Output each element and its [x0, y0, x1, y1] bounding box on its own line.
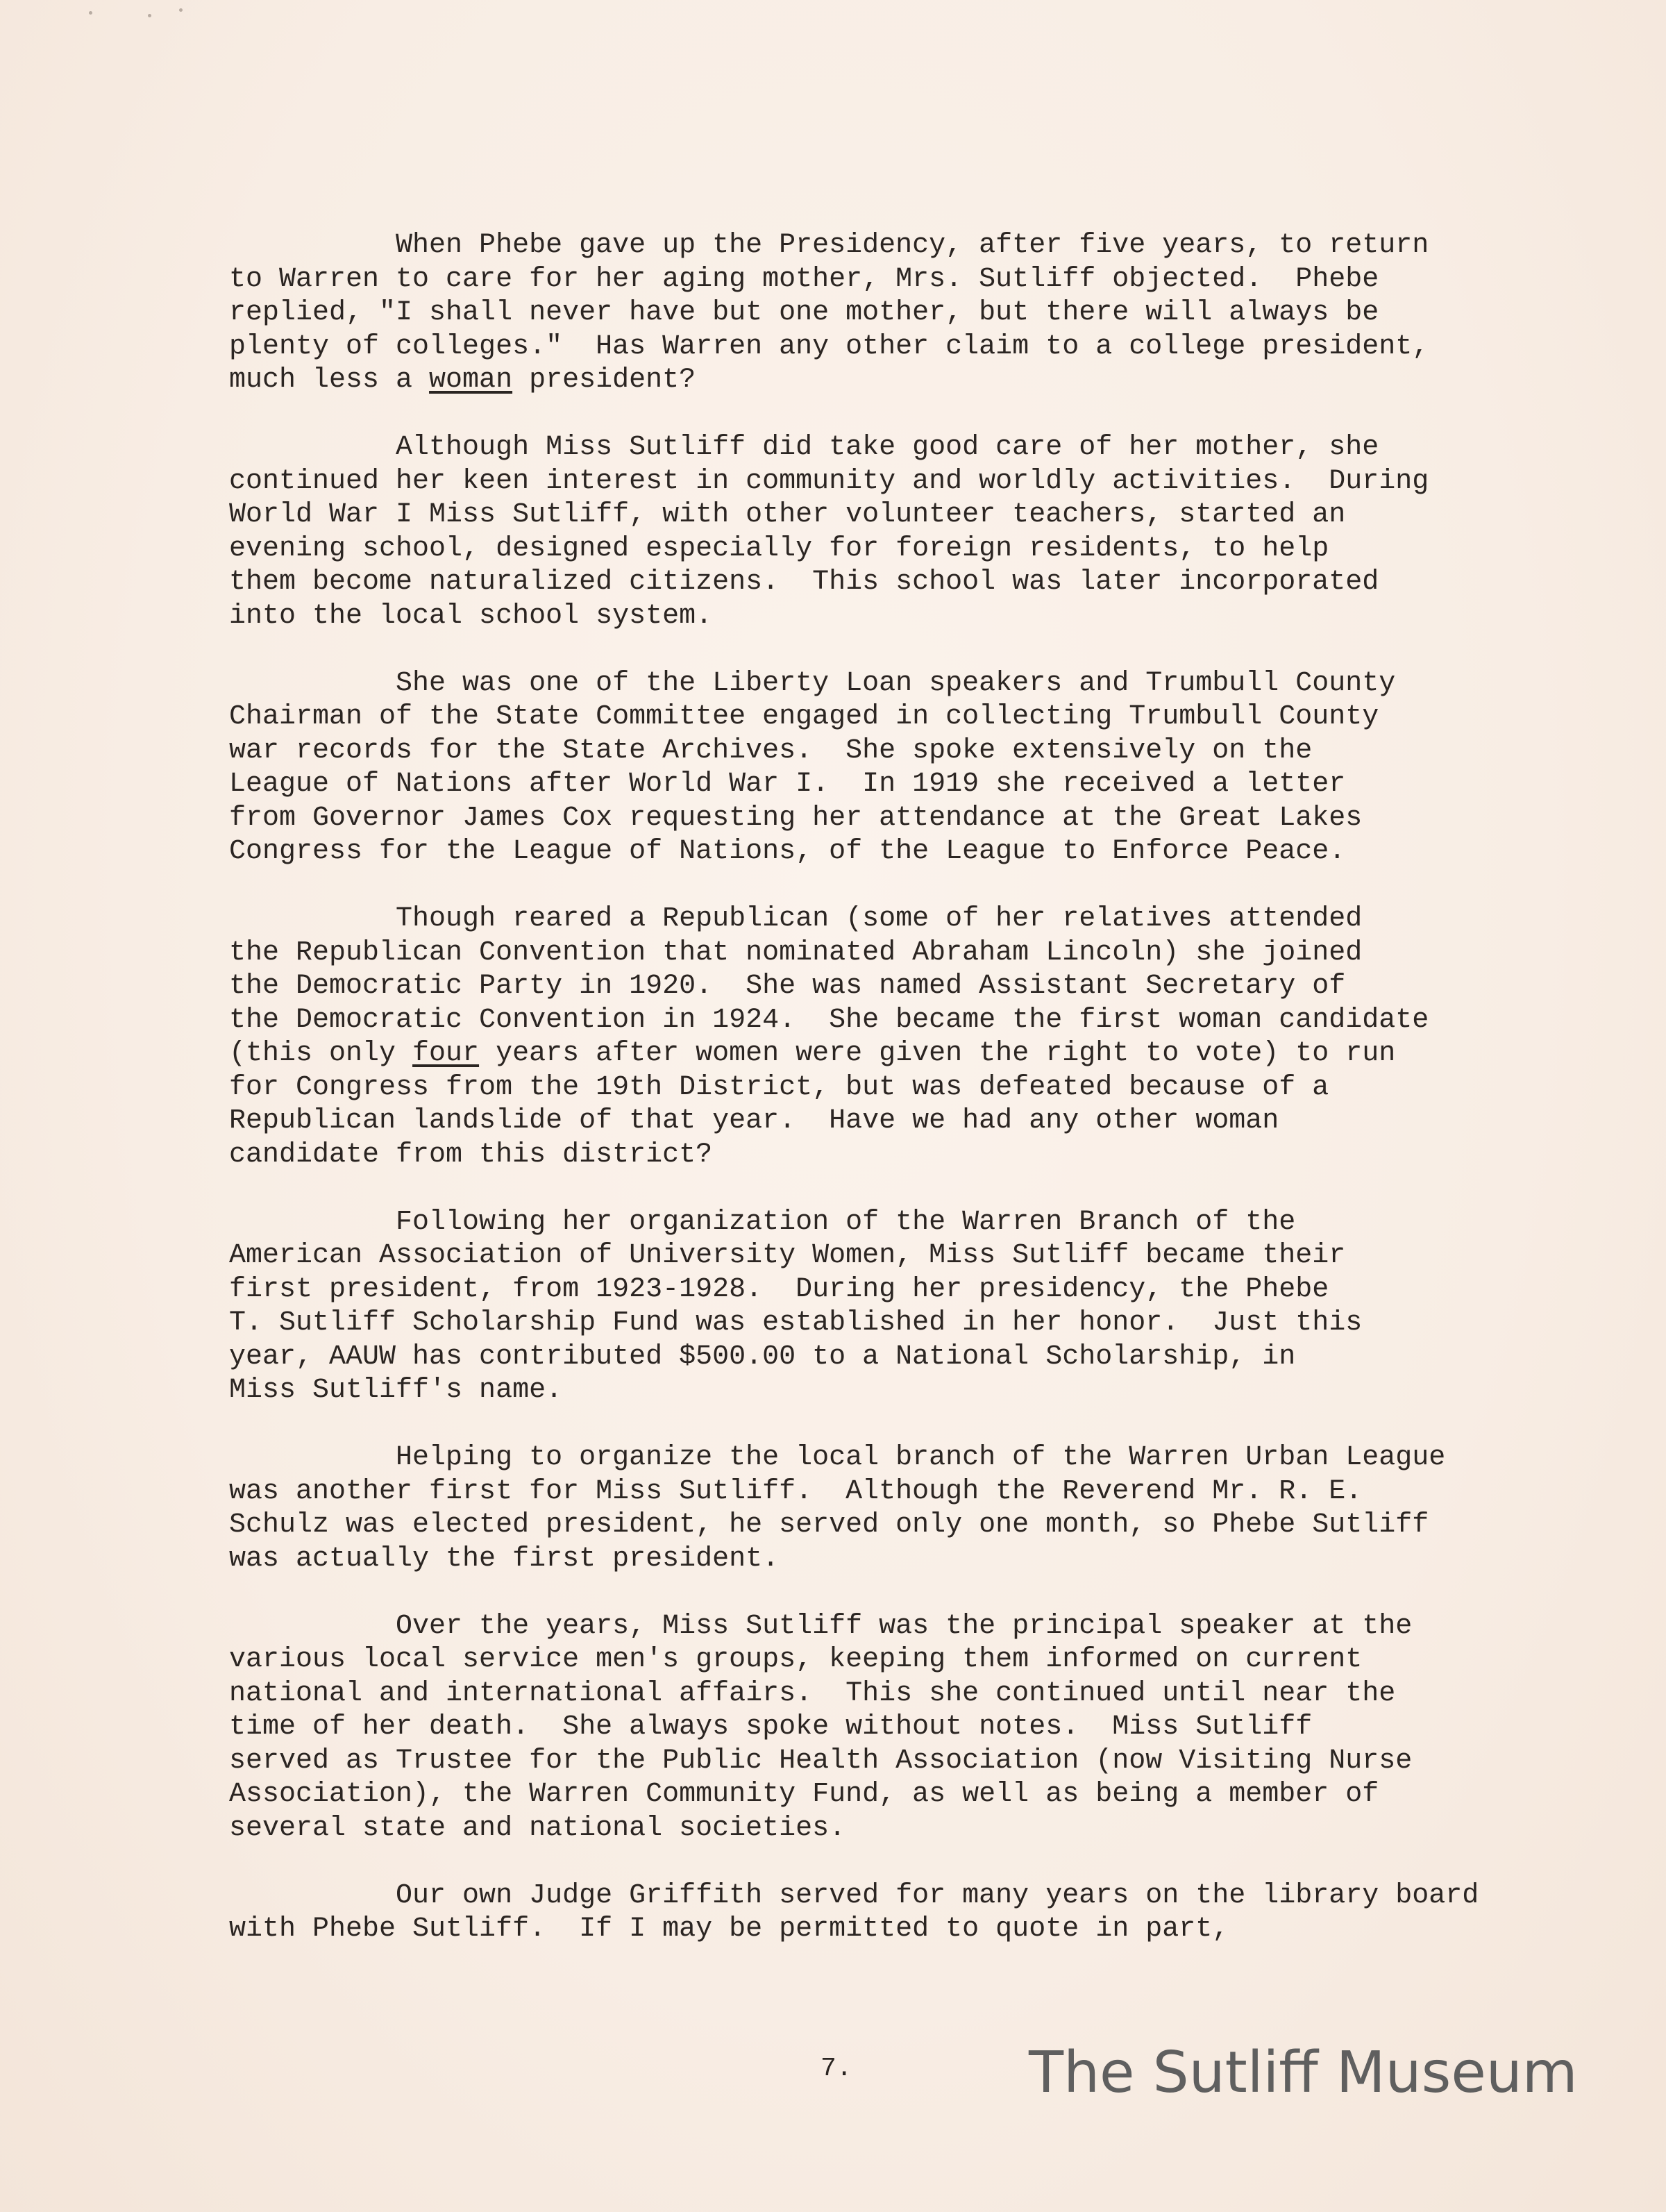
text-segment: When Phebe gave up the Presidency, after five years, to return	[229, 230, 1429, 261]
text-segment: Miss Sutliff's name.	[229, 1375, 563, 1406]
text-line	[229, 1509, 1548, 1543]
text-line	[229, 735, 1548, 769]
text-line	[229, 1610, 1548, 1644]
text-segment: year, AAUW has contributed $500.00 to a National Scholarship, in	[229, 1341, 1296, 1373]
text-segment: time of her death. She always spoke without notes. Miss Sutliff	[229, 1711, 1313, 1743]
text-segment: war records for the State Archives. She spoke extensively on the	[229, 735, 1313, 766]
paragraph	[229, 1441, 1548, 1576]
text-line	[229, 970, 1548, 1004]
text-segment: the Democratic Party in 1920. She was named Assistant Secretary of	[229, 971, 1346, 1002]
text-line	[229, 1206, 1548, 1240]
text-line	[229, 1105, 1548, 1139]
paper-speck	[179, 8, 183, 12]
document-body	[229, 229, 1548, 1980]
page-number: 7.	[821, 2054, 852, 2084]
text-segment: them become naturalized citizens. This school was later incorporated	[229, 567, 1379, 598]
text-segment: Though reared a Republican (some of her relatives attended	[229, 903, 1363, 935]
paragraph	[229, 667, 1548, 869]
text-segment: Association), the Warren Community Fund, as well as being a member of	[229, 1779, 1379, 1810]
text-segment: evening school, designed especially for foreign residents, to help	[229, 533, 1329, 564]
text-line	[229, 465, 1548, 499]
text-segment: Helping to organize the local branch of the Warren Urban League	[229, 1442, 1446, 1473]
text-line	[229, 1441, 1548, 1475]
text-segment: American Association of University Women, Miss Sutliff became their	[229, 1240, 1346, 1271]
text-line	[229, 701, 1548, 735]
text-segment: Republican landslide of that year. Have we had any other woman	[229, 1105, 1279, 1137]
text-segment: from Governor James Cox requesting her attendance at the Great Lakes	[229, 802, 1363, 834]
text-segment: with Phebe Sutliff. If I may be permitted to quote in part,	[229, 1913, 1229, 1945]
text-segment: World War I Miss Sutliff, with other volunteer teachers, started an	[229, 499, 1346, 530]
text-line	[229, 1879, 1548, 1913]
text-segment: Following her organization of the Warren Branch of the	[229, 1206, 1296, 1238]
paragraph	[229, 1879, 1548, 1947]
text-segment: Congress for the League of Nations, of the League to Enforce Peace.	[229, 836, 1346, 867]
text-line	[229, 667, 1548, 701]
text-segment: Although Miss Sutliff did take good care of her mother, she	[229, 432, 1379, 463]
text-line	[229, 1677, 1548, 1711]
text-segment: several state and national societies.	[229, 1812, 846, 1844]
text-line	[229, 1812, 1548, 1846]
text-segment: (this only	[229, 1038, 413, 1069]
text-line	[229, 364, 1548, 398]
text-line	[229, 1071, 1548, 1105]
text-segment: years after women were given the right to vote) to run	[479, 1038, 1396, 1069]
text-line	[229, 1913, 1548, 1947]
text-segment: served as Trustee for the Public Health Association (now Visiting Nurse	[229, 1745, 1413, 1777]
text-line	[229, 1273, 1548, 1307]
text-segment: She was one of the Liberty Loan speakers and Trumbull County	[229, 667, 1396, 699]
paragraph	[229, 431, 1548, 633]
text-line	[229, 1543, 1548, 1577]
text-segment: candidate from this district?	[229, 1139, 713, 1171]
text-line	[229, 768, 1548, 802]
text-line	[229, 903, 1548, 937]
text-segment: Chairman of the State Committee engaged in collecting Trumbull County	[229, 701, 1379, 732]
paragraph	[229, 229, 1548, 398]
text-line	[229, 802, 1548, 836]
text-segment: League of Nations after World War I. In 1919 she received a letter	[229, 769, 1346, 800]
text-line	[229, 533, 1548, 567]
text-segment: the Republican Convention that nominated Abraham Lincoln) she joined	[229, 937, 1363, 969]
text-line	[229, 1711, 1548, 1745]
text-segment: Our own Judge Griffith served for many years on the library board	[229, 1879, 1479, 1911]
paper-speck	[89, 11, 92, 15]
paragraph	[229, 903, 1548, 1172]
text-line	[229, 1745, 1548, 1779]
text-segment: Schulz was elected president, he served only one month, so Phebe Sutliff	[229, 1509, 1429, 1541]
text-line	[229, 296, 1548, 330]
text-line	[229, 1239, 1548, 1273]
text-segment: plenty of colleges." Has Warren any other claim to a college president,	[229, 330, 1429, 362]
text-line	[229, 498, 1548, 533]
text-segment: first president, from 1923-1928. During her presidency, the Phebe	[229, 1273, 1329, 1305]
text-line	[229, 1037, 1548, 1071]
text-line	[229, 1643, 1548, 1677]
text-line	[229, 1139, 1548, 1173]
text-line	[229, 600, 1548, 634]
text-line	[229, 263, 1548, 297]
text-line	[229, 330, 1548, 365]
text-segment: the Democratic Convention in 1924. She became the first woman candidate	[229, 1004, 1429, 1036]
text-line	[229, 1307, 1548, 1341]
text-segment: various local service men's groups, keeping them informed on current	[229, 1644, 1363, 1675]
text-segment: national and international affairs. This she continued until near the	[229, 1677, 1396, 1709]
text-segment: replied, "I shall never have but one mother, but there will always be	[229, 297, 1379, 328]
museum-watermark: The Sutliff Museum	[1029, 2040, 1578, 2106]
text-line	[229, 1475, 1548, 1509]
text-line	[229, 1374, 1548, 1408]
text-line	[229, 1778, 1548, 1812]
text-line	[229, 229, 1548, 263]
text-segment: T. Sutliff Scholarship Fund was established in her honor. Just this	[229, 1307, 1363, 1339]
text-segment: to Warren to care for her aging mother, Mrs. Sutliff objected. Phebe	[229, 263, 1379, 295]
text-line	[229, 835, 1548, 869]
paragraph	[229, 1206, 1548, 1408]
paper-speck	[148, 14, 151, 17]
text-line	[229, 1004, 1548, 1038]
text-segment: was actually the first president.	[229, 1543, 780, 1575]
paragraph	[229, 1610, 1548, 1846]
text-line	[229, 1341, 1548, 1375]
underlined-word: woman	[429, 365, 513, 396]
text-segment: president?	[512, 365, 696, 396]
text-segment: much less a	[229, 365, 430, 396]
text-segment: for Congress from the 19th District, but was defeated because of a	[229, 1071, 1329, 1103]
text-segment: into the local school system.	[229, 600, 713, 632]
underlined-word: four	[412, 1038, 480, 1069]
text-line	[229, 566, 1548, 600]
text-segment: was another first for Miss Sutliff. Although the Reverend Mr. R. E.	[229, 1475, 1363, 1507]
text-line	[229, 937, 1548, 971]
text-segment: continued her keen interest in community and worldly activities. During	[229, 465, 1429, 497]
text-line	[229, 431, 1548, 465]
text-segment: Over the years, Miss Sutliff was the principal speaker at the	[229, 1610, 1413, 1642]
